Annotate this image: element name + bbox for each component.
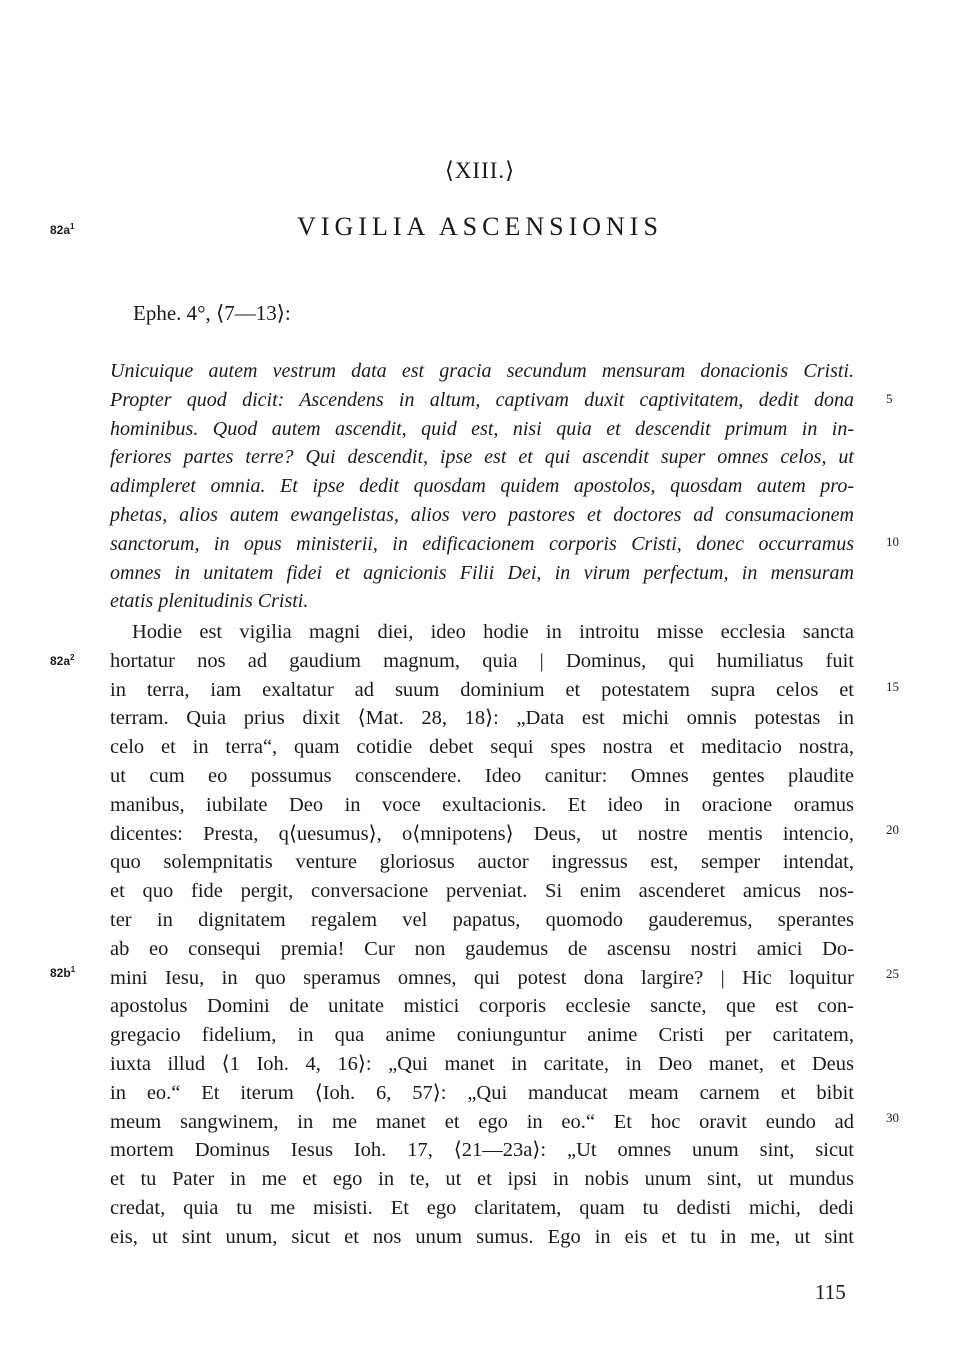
text-line: in eo.“ Et iterum ⟨Ioh. 6, 57⟩: „Qui manducat meam carnem et bibit (110, 1081, 854, 1104)
page-number: 115 (815, 1280, 846, 1304)
text-line: feriores partes terre? Qui descendit, ipse est et qui ascendit super omnes celos, ut (110, 446, 854, 469)
text-line: credat, quia tu me misisti. Et ego claritatem, quam tu dedisti michi, dedi (110, 1196, 854, 1219)
text-line: ter in dignitatem regalem vel papatus, quomodo gauderemus, sperantes (110, 908, 854, 931)
marginal-folio-82a2: $82a^2$ (50, 653, 75, 668)
text-line: hortatur nos ad gaudium magnum, quia | Dominus, qui humiliatus fuit (110, 649, 854, 672)
line-number-20: 20 (886, 822, 899, 837)
text-line: quo solempnitatis venture gloriosus auctor ingressus est, semper intendat, (110, 851, 854, 874)
text-line: iuxta illud ⟨1 Ioh. 4, 16⟩: „Qui manet in caritate, in Deo manet, et Deus (110, 1052, 854, 1075)
text-line: Unicuique autem vestrum data est gracia secundum mensuram donacionis Cristi. (110, 360, 854, 382)
marginal-folio-82a1: $82a^1$ (50, 222, 75, 237)
text-line: Propter quod dicit: Ascendens in altum, captivam duxit captivitatem, dedit dona (110, 388, 854, 411)
line-number-15: 15 (886, 679, 899, 694)
text-line: Hodie est vigilia magni diei, ideo hodie in introitu misse ecclesia sancta (132, 621, 854, 643)
text-line: gregacio fidelium, in qua anime coniunguntur anime Cristi per caritatem, (110, 1024, 854, 1047)
text-line: dicentes: Presta, q⟨uesumus⟩, o⟨mnipotens⟩ Deus, ut nostre mentis intencio, (110, 822, 854, 845)
text-line: apostolus Domini de unitate mistici corporis ecclesie sancte, que est con- (110, 995, 854, 1018)
line-number-25: 25 (886, 966, 899, 981)
text-line: mortem Dominus Iesus Ioh. 17, ⟨21—23a⟩: „Ut omnes unum sint, sicut (110, 1139, 854, 1162)
sermon-text (110, 618, 854, 1252)
text-line: et quo fide pergit, conversacione perveniat. Si enim ascenderet amicus nos- (110, 880, 854, 903)
scripture-quotation (110, 357, 854, 616)
text-line: et tu Pater in me et ego in te, ut et ipsi in nobis unum sint, ut mundus (110, 1168, 854, 1191)
text-line: phetas, alios autem ewangelistas, alios vero pastores et doctores ad consumacionem (110, 503, 854, 526)
text-line: celo et in terra“, quam cotidie debet sequi spes nostra et meditacio nostra, (110, 736, 854, 759)
text-line: meum sangwinem, in me manet et ego in eo.“ Et hoc oravit eundo ad (110, 1110, 854, 1133)
text-line: hominibus. Quod autem ascendit, quid est, nisi quia et descendit primum in in- (110, 417, 854, 440)
marginal-folio-82b1: $82b^1$ (50, 965, 76, 980)
chapter-number: ⟨XIII.⟩ (444, 158, 516, 183)
line-number-10: 10 (886, 534, 899, 549)
text-line: mini Iesu, in quo speramus omnes, qui potest dona largire? | Hic loquitur (110, 966, 854, 989)
text-line: adimpleret omnia. Et ipse dedit quosdam quidem apostolos, quosdam autem pro- (110, 475, 854, 498)
text-line: sanctorum, in opus ministerii, in edificacionem corporis Cristi, donec occurramus (110, 532, 854, 555)
line-number-5: 5 (886, 391, 893, 406)
text-line: ut cum eo possumus conscendere. Ideo canitur: Omnes gentes plaudite (110, 764, 854, 787)
text-line: omnes in unitatem fidei et agnicionis Filii Dei, in virum perfectum, in mensuram (110, 561, 854, 584)
text-line: ab eo consequi premia! Cur non gaudemus de ascensu nostri amici Do- (110, 937, 854, 960)
line-number-30: 30 (886, 1110, 899, 1125)
text-line: eis, ut sint unum, sicut et nos unum sumus. Ego in eis et tu in me, ut sint (110, 1225, 854, 1248)
text-line: in terra, iam exaltatur ad suum dominium et potestatem supra celos et (110, 678, 854, 701)
text-line: terram. Quia prius dixit ⟨Mat. 28, 18⟩: „Data est michi omnis potestas in (110, 707, 854, 730)
text-line: etatis plenitudinis Cristi. (110, 590, 309, 613)
scripture-reference: Ephe. 4°, ⟨7—13⟩: (133, 301, 291, 325)
text-line: manibus, iubilate Deo in voce exultacionis. Et ideo in oracione oramus (110, 793, 854, 816)
chapter-title: VIGILIA ASCENSIONIS (297, 212, 663, 241)
